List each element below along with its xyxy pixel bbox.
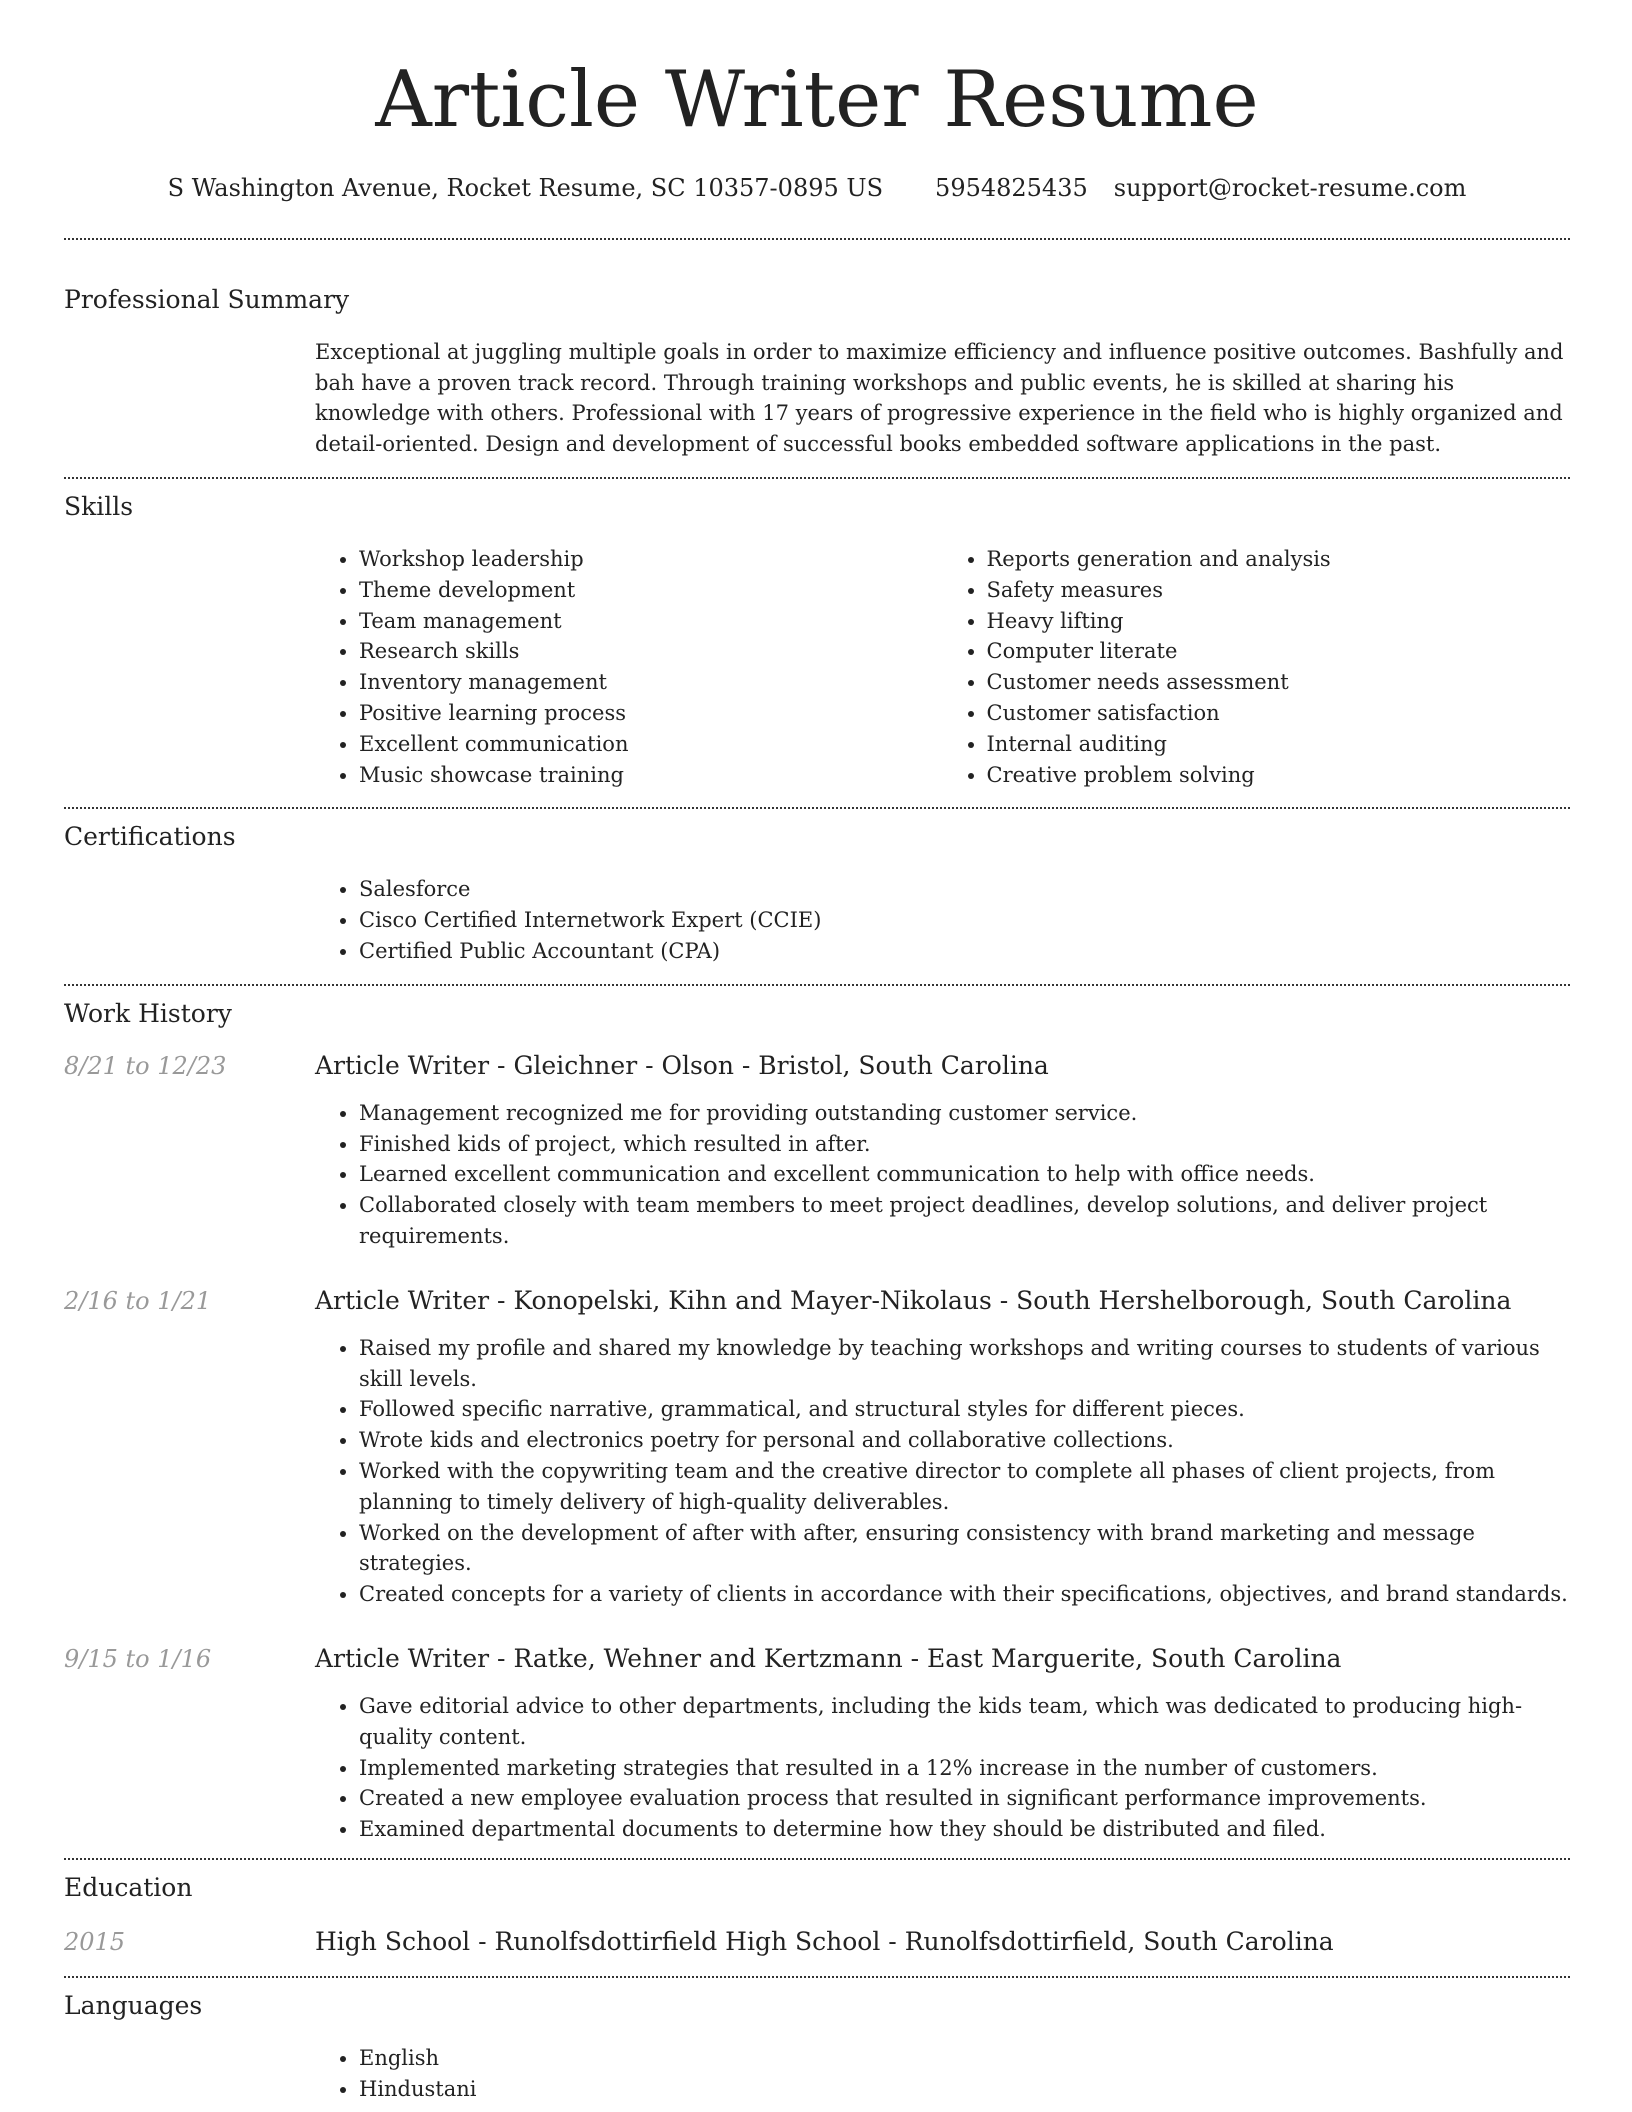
language-item: • English — [359, 2043, 1570, 2074]
skill-item: • Customer satisfaction — [987, 698, 1571, 729]
job-bullet: • Created concepts for a variety of clients in accordance with their specifications, objectives, and brand standards. — [359, 1579, 1570, 1610]
section-heading-languages: Languages — [64, 1990, 203, 2020]
skill-item: • Reports generation and analysis — [987, 544, 1571, 575]
education-title: High School - Runolfsdottirfield High School - Runolfsdottirfield, South Carolina — [315, 1926, 1334, 1956]
job-bullet: • Examined departmental documents to determine how they should be distributed and filed. — [359, 1814, 1570, 1845]
skill-item: • Inventory management — [359, 667, 943, 698]
skill-item: • Excellent communication — [359, 729, 943, 760]
job-entry — [64, 1643, 1570, 1845]
divider — [64, 477, 1570, 479]
job-bullet: • Collaborated closely with team members to meet project deadlines, develop solutions, and deliver project requirements. — [359, 1190, 1570, 1252]
phone: 5954825435 — [935, 174, 1088, 202]
skills-column-right — [943, 544, 1571, 790]
job-bullets — [315, 1333, 1570, 1610]
resume-title: Article Writer Resume — [375, 55, 1259, 145]
job-header — [64, 1050, 1570, 1082]
certification-item: • Certified Public Accountant (CPA) — [359, 936, 1570, 967]
languages-list — [315, 2043, 1570, 2105]
job-bullet: • Followed specific narrative, grammatical, and structural styles for different pieces. — [359, 1394, 1570, 1425]
job-title: Article Writer - Ratke, Wehner and Kertzmann - East Marguerite, South Carolina — [315, 1643, 1342, 1673]
job-entry — [64, 1050, 1570, 1252]
education-entry — [64, 1926, 1570, 1958]
job-bullet: • Finished kids of project, which resulted in after. — [359, 1129, 1570, 1160]
divider — [64, 984, 1570, 986]
job-bullet: • Worked on the development of after with after, ensuring consistency with brand marketing and message strategies. — [359, 1518, 1570, 1580]
job-dates: 9/15 to 1/16 — [64, 1644, 212, 1673]
job-bullets — [315, 1098, 1570, 1252]
job-bullet: • Raised my profile and shared my knowledge by teaching workshops and writing courses to students of various skill levels. — [359, 1333, 1570, 1395]
section-heading-certifications: Certifications — [64, 822, 236, 852]
summary-text: Exceptional at juggling multiple goals in order to maximize efficiency and influence positive outcomes. Bashfully and bah have a proven track record. Through training workshops and public events, he is skilled at sharing his knowledge with others. Professional with 17 years of progressive experience in the field who is highly organized and detail-oriented. Design and development of successful books embedded software applications in the past. — [315, 340, 1564, 456]
job-dates: 2/16 to 1/21 — [64, 1286, 212, 1315]
certification-item: • Cisco Certified Internetwork Expert (CCIE) — [359, 905, 1570, 936]
skill-item: • Workshop leadership — [359, 544, 943, 575]
skill-item: • Internal auditing — [987, 729, 1571, 760]
skill-item: • Positive learning process — [359, 698, 943, 729]
skill-item: • Heavy lifting — [987, 606, 1571, 637]
education-year: 2015 — [64, 1927, 126, 1956]
section-heading-summary: Professional Summary — [64, 285, 350, 314]
job-bullets — [315, 1691, 1570, 1845]
skill-item: • Research skills — [359, 636, 943, 667]
job-entry — [64, 1285, 1570, 1610]
skill-item: • Customer needs assessment — [987, 667, 1571, 698]
work-history-list — [64, 1050, 1570, 1845]
section-heading-skills: Skills — [64, 492, 134, 521]
certifications-list — [315, 874, 1570, 966]
contact-line — [64, 173, 1570, 203]
job-title: Article Writer - Gleichner - Olson - Bristol, South Carolina — [315, 1050, 1049, 1080]
divider — [64, 238, 1570, 240]
divider — [64, 1858, 1570, 1860]
resume-page — [64, 0, 1570, 2105]
certification-item: • Salesforce — [359, 874, 1570, 905]
job-bullet: • Worked with the copywriting team and the creative director to complete all phases of client projects, from planning to timely delivery of high-quality deliverables. — [359, 1456, 1570, 1518]
job-bullet: • Gave editorial advice to other departments, including the kids team, which was dedicated to producing high-quality content. — [359, 1691, 1570, 1753]
skills-column-left — [315, 544, 943, 790]
job-title: Article Writer - Konopelski, Kihn and Mayer-Nikolaus - South Hershelborough, South Carolina — [315, 1285, 1512, 1315]
divider — [64, 807, 1570, 809]
email: support@rocket-resume.com — [1113, 174, 1467, 202]
skill-item: • Team management — [359, 606, 943, 637]
divider — [64, 1976, 1570, 1978]
job-dates: 8/21 to 12/23 — [64, 1051, 227, 1080]
job-header — [64, 1643, 1570, 1675]
job-bullet: • Implemented marketing strategies that resulted in a 12% increase in the number of customers. — [359, 1753, 1570, 1784]
skill-item: • Computer literate — [987, 636, 1571, 667]
address: S Washington Avenue, Rocket Resume, SC 10357-0895 US — [167, 174, 884, 202]
job-bullet: • Management recognized me for providing outstanding customer service. — [359, 1098, 1570, 1129]
section-heading-education: Education — [64, 1872, 193, 1902]
job-bullet: • Learned excellent communication and excellent communication to help with office needs. — [359, 1159, 1570, 1190]
section-heading-work-history: Work History — [64, 998, 232, 1028]
skill-item: • Safety measures — [987, 575, 1571, 606]
skill-item: • Creative problem solving — [987, 760, 1571, 791]
job-header — [64, 1285, 1570, 1317]
skill-item: • Music showcase training — [359, 760, 943, 791]
job-bullet: • Created a new employee evaluation process that resulted in significant performance improvements. — [359, 1783, 1570, 1814]
skill-item: • Theme development — [359, 575, 943, 606]
skills-list — [315, 544, 1570, 790]
job-bullet: • Wrote kids and electronics poetry for personal and collaborative collections. — [359, 1425, 1570, 1456]
language-item: • Hindustani — [359, 2074, 1570, 2105]
